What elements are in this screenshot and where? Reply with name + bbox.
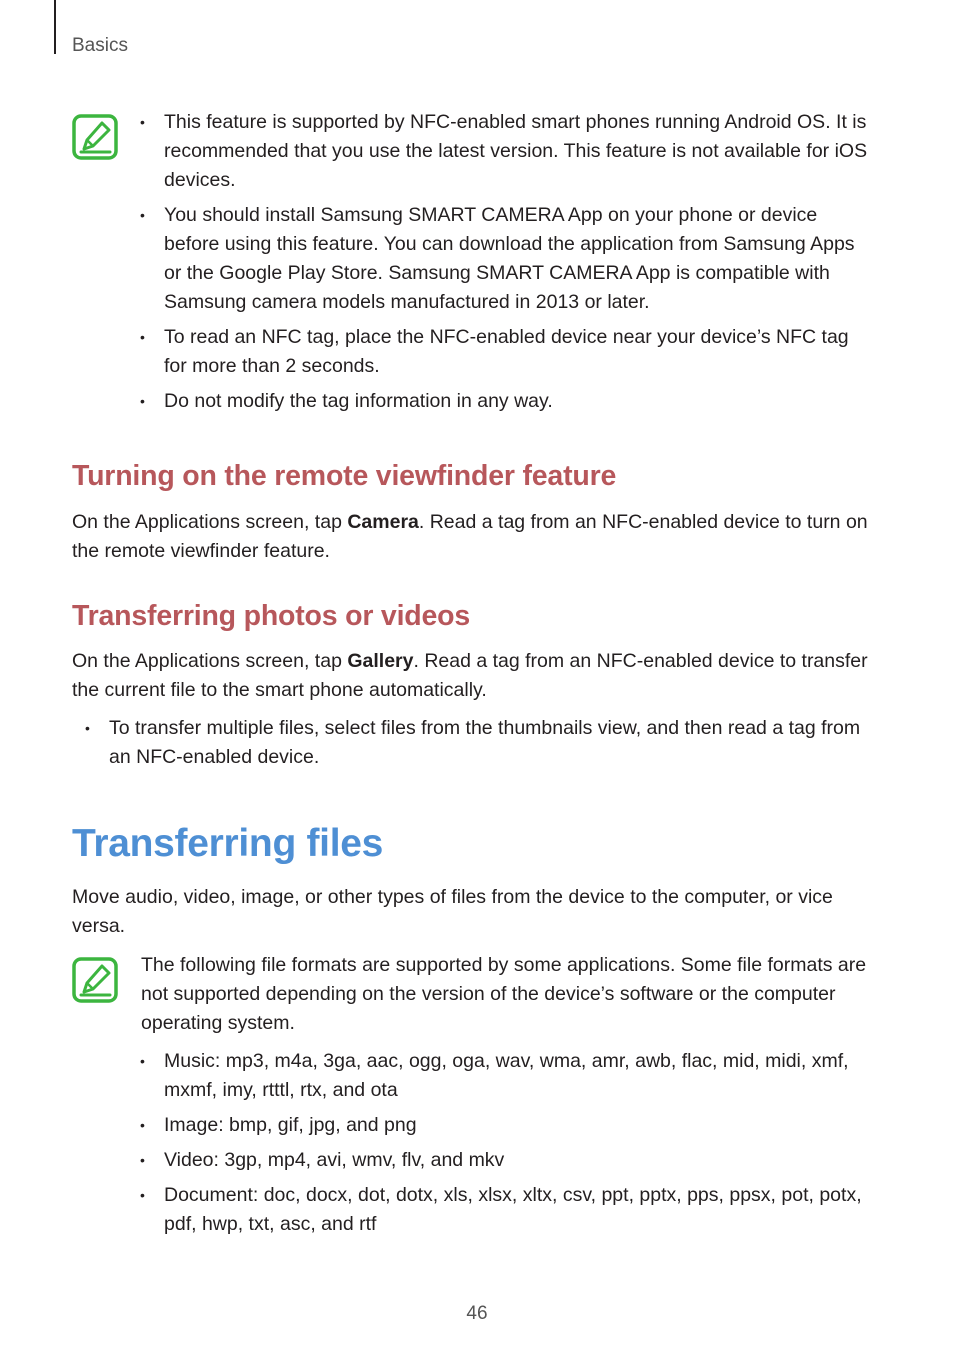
bullet-glyph: •: [140, 1187, 145, 1203]
transferring-files-heading: Transferring files: [72, 822, 384, 865]
list-item: • Document: doc, docx, dot, dotx, xls, xlsx, xltx, csv, ppt, pptx, pps, ppsx, pot, potx, pdf, hwp, txt, asc, and rtf: [164, 1181, 864, 1239]
list-item: • Image: bmp, gif, jpg, and png: [164, 1111, 864, 1140]
list-item: • Do not modify the tag information in any way.: [164, 387, 874, 416]
list-item: • Video: 3gp, mp4, avi, wmv, flv, and mkv: [164, 1146, 864, 1175]
note-icon: [72, 114, 118, 160]
transferring-files-intro: Move audio, video, image, or other types of files from the device to the computer, or vice versa.: [72, 886, 833, 937]
page-number: 46: [466, 1303, 488, 1324]
section-label: Basics: [72, 35, 128, 56]
list-item: • To read an NFC tag, place the NFC-enabled device near your device’s NFC tag for more than 2 seconds.: [164, 323, 874, 381]
file-formats-list: [140, 1047, 864, 1245]
bullet-glyph: •: [140, 393, 145, 409]
list-item: • You should install Samsung SMART CAMERA App on your phone or device before using this feature. You can download the application from Samsung Apps or the Google Play Store. Samsung SMART CAMERA App is compatible with Samsung camera models manufactured in 2013 or later.: [164, 201, 874, 317]
list-item: • To transfer multiple files, select files from the thumbnails view, and then read a tag from an NFC-enabled device.: [109, 714, 874, 772]
bullet-glyph: •: [140, 1152, 145, 1168]
list-item: • This feature is supported by NFC-enabled smart phones running Android OS. It is recommended that you use the latest version. This feature is not available for iOS devices.: [164, 108, 874, 195]
bullet-glyph: •: [85, 720, 90, 736]
header-rule: [54, 0, 56, 54]
bullet-glyph: •: [140, 329, 145, 345]
transfer-photos-heading: Transferring photos or videos: [72, 600, 471, 632]
note2-paragraph: The following file formats are supported by some applications. Some file formats are not supported depending on the version of the device’s software or the computer operating system.: [141, 954, 867, 1034]
transfer-photos-paragraph: On the Applications screen, tap Gallery. Read a tag from an NFC-enabled device to transfer the current file to the smart phone automatically.: [72, 650, 868, 701]
note1-bullet-list: [140, 108, 874, 422]
bullet-glyph: •: [140, 114, 145, 130]
list-item: • Music: mp3, m4a, 3ga, aac, ogg, oga, wav, wma, amr, awb, flac, mid, midi, xmf, mxmf, imy, rtttl, rtx, and ota: [164, 1047, 864, 1105]
transfer-photos-bullet-list: [85, 714, 874, 778]
bullet-glyph: •: [140, 207, 145, 223]
bullet-glyph: •: [140, 1117, 145, 1133]
note-icon: [72, 957, 118, 1003]
viewfinder-paragraph: On the Applications screen, tap Camera. Read a tag from an NFC-enabled device to turn on the remote viewfinder feature.: [72, 511, 868, 562]
viewfinder-heading: Turning on the remote viewfinder feature: [72, 460, 617, 492]
bullet-glyph: •: [140, 1053, 145, 1069]
